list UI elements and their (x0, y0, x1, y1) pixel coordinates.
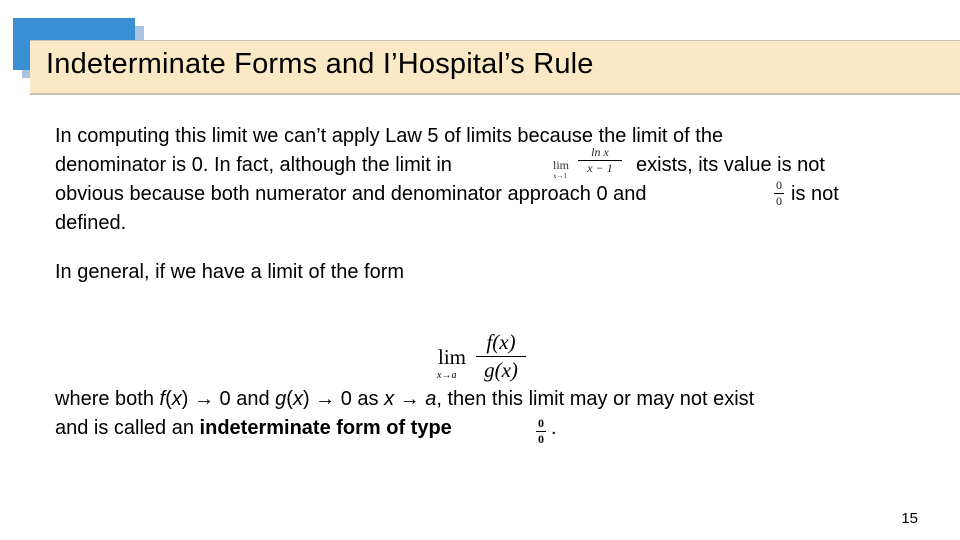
paragraph-2: In general, if we have a limit of the form (55, 261, 405, 283)
text-span: x (171, 388, 182, 410)
inline-limit-denominator: x − 1 (587, 161, 613, 175)
paragraph-3-period: . (551, 417, 557, 439)
text-span: x (384, 388, 395, 410)
paragraph-1-line-3-end: is not (791, 183, 839, 205)
inline-limit-subscript: x→1 (553, 172, 567, 180)
paragraph-1-line-3-start: obvious because both numerator and denominator approach 0 and (55, 183, 647, 205)
fraction-bar (476, 356, 526, 357)
text-span: → (394, 388, 426, 410)
text-span: ( (165, 388, 172, 410)
zero-over-zero-bold (536, 416, 546, 447)
slide-title: Indeterminate Forms and I’Hospital’s Rule (46, 48, 594, 80)
display-limit-lim: lim (438, 345, 467, 369)
text-span: f (159, 388, 166, 410)
display-limit-subscript: x→a (437, 370, 457, 381)
paragraph-3-line-2 (55, 414, 452, 443)
paragraph-1-line-2-end: exists, its value is not (636, 154, 825, 176)
text-span: , then this limit may or may not exist (436, 388, 755, 410)
zero-denominator: 0 (776, 194, 782, 208)
paragraph-1-line-1: In computing this limit we can’t apply Law 5 of limits because the limit of the (55, 125, 724, 147)
zero-numerator: 0 (538, 416, 544, 430)
zero-denominator: 0 (538, 432, 544, 446)
text-span: and is called an (55, 417, 200, 439)
text-span: ( (286, 388, 293, 410)
paragraph-1-line-2 (55, 151, 452, 180)
inline-limit-fraction (578, 145, 622, 176)
text-span: ) → 0 as (302, 388, 385, 410)
page-number: 15 (901, 510, 918, 527)
indeterminate-form-term: indeterminate form of type (199, 417, 452, 439)
inline-limit-lim: lim (553, 158, 570, 172)
text-span: g (275, 388, 287, 410)
paragraph-3-line-1 (55, 385, 754, 414)
display-limit-fraction (476, 330, 526, 383)
paragraph-1-line-4: defined. (55, 212, 127, 234)
text-span: a (425, 388, 437, 410)
paragraph-1-line-2-start: denominator is 0. In fact, although the limit in (55, 154, 452, 176)
zero-numerator: 0 (776, 178, 782, 192)
display-limit-numerator: f(x) (486, 330, 516, 354)
text-span: where both (55, 388, 160, 410)
display-limit-denominator: g(x) (484, 358, 518, 382)
zero-over-zero-small (774, 178, 784, 209)
text-span: x (292, 388, 303, 410)
text-span: ) → 0 and (181, 388, 276, 410)
inline-limit-numerator: ln x (591, 145, 609, 159)
